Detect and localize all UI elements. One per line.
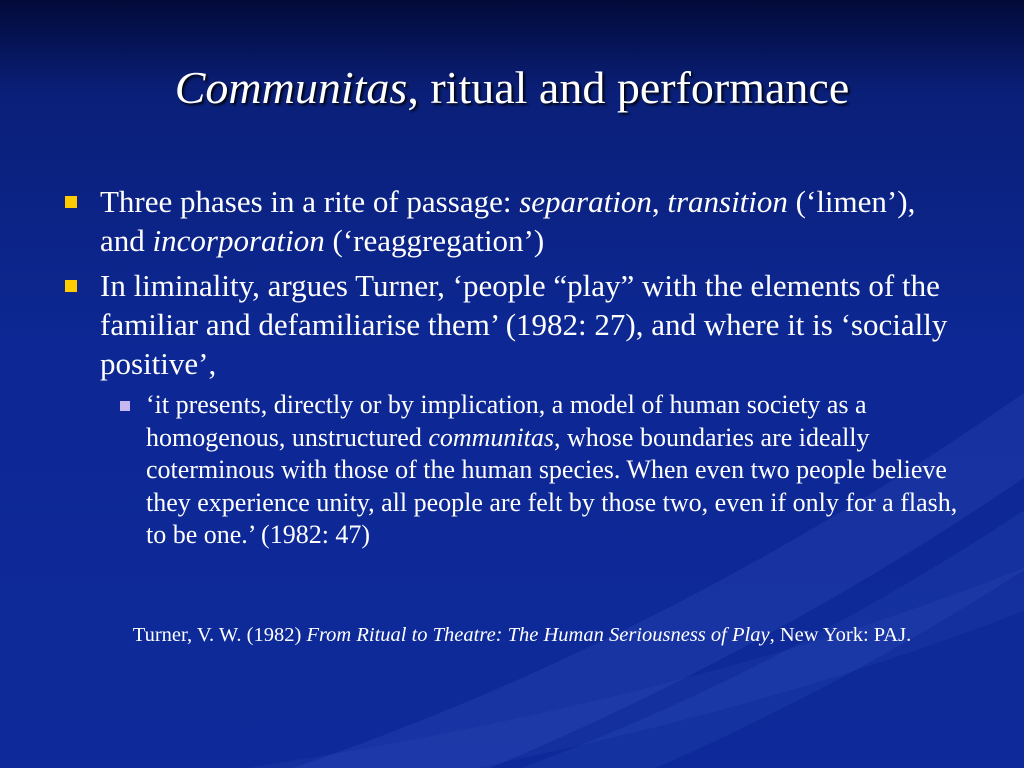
bullet-text: In liminality, argues Turner, ‘people “play” with the elements of the familiar and defamiliarise them’ (1982: 27), and where it is ‘socially positive’, [100,268,948,381]
sub-bullet-item [106,389,976,552]
bullet-item [60,266,960,383]
square-sub-bullet-icon [120,401,130,411]
quote-text: , whose boundaries are ideally coterminous with those of the human species. When even two people believe they experience unity, all people are felt by those two, even if only for a flash, to be one.’ (1982: 47) [146,422,958,549]
quote-text: ‘it presents, directly or by implication, a model of human society as a homogenous, unstructured [146,390,867,452]
bullet-text: , [651,184,668,219]
square-bullet-icon [65,280,77,292]
quote-text-italic: communitas [428,422,555,452]
bullet-text: (‘reaggregation’) [324,223,545,258]
bullet-text: (‘limen’), and [100,184,916,258]
bullet-text-italic: separation [519,184,652,219]
slide-title-rest: , ritual and performance [407,62,850,113]
citation-publisher: , New York: PAJ. [769,624,912,646]
bullet-list [60,182,960,552]
bullet-text: Three phases in a rite of passage: [100,184,520,219]
slide-title [0,62,1024,115]
citation-work-title: From Ritual to Theatre: The Human Seriousness of Play [306,624,770,646]
citation [0,624,1024,647]
bullet-text-italic: incorporation [152,223,325,258]
bullet-text-italic: transition [667,184,788,219]
citation-author: Turner, V. W. (1982) [132,624,307,646]
slide-title-italic: Communitas [174,62,408,113]
bullet-item [60,182,960,260]
square-bullet-icon [65,196,77,208]
